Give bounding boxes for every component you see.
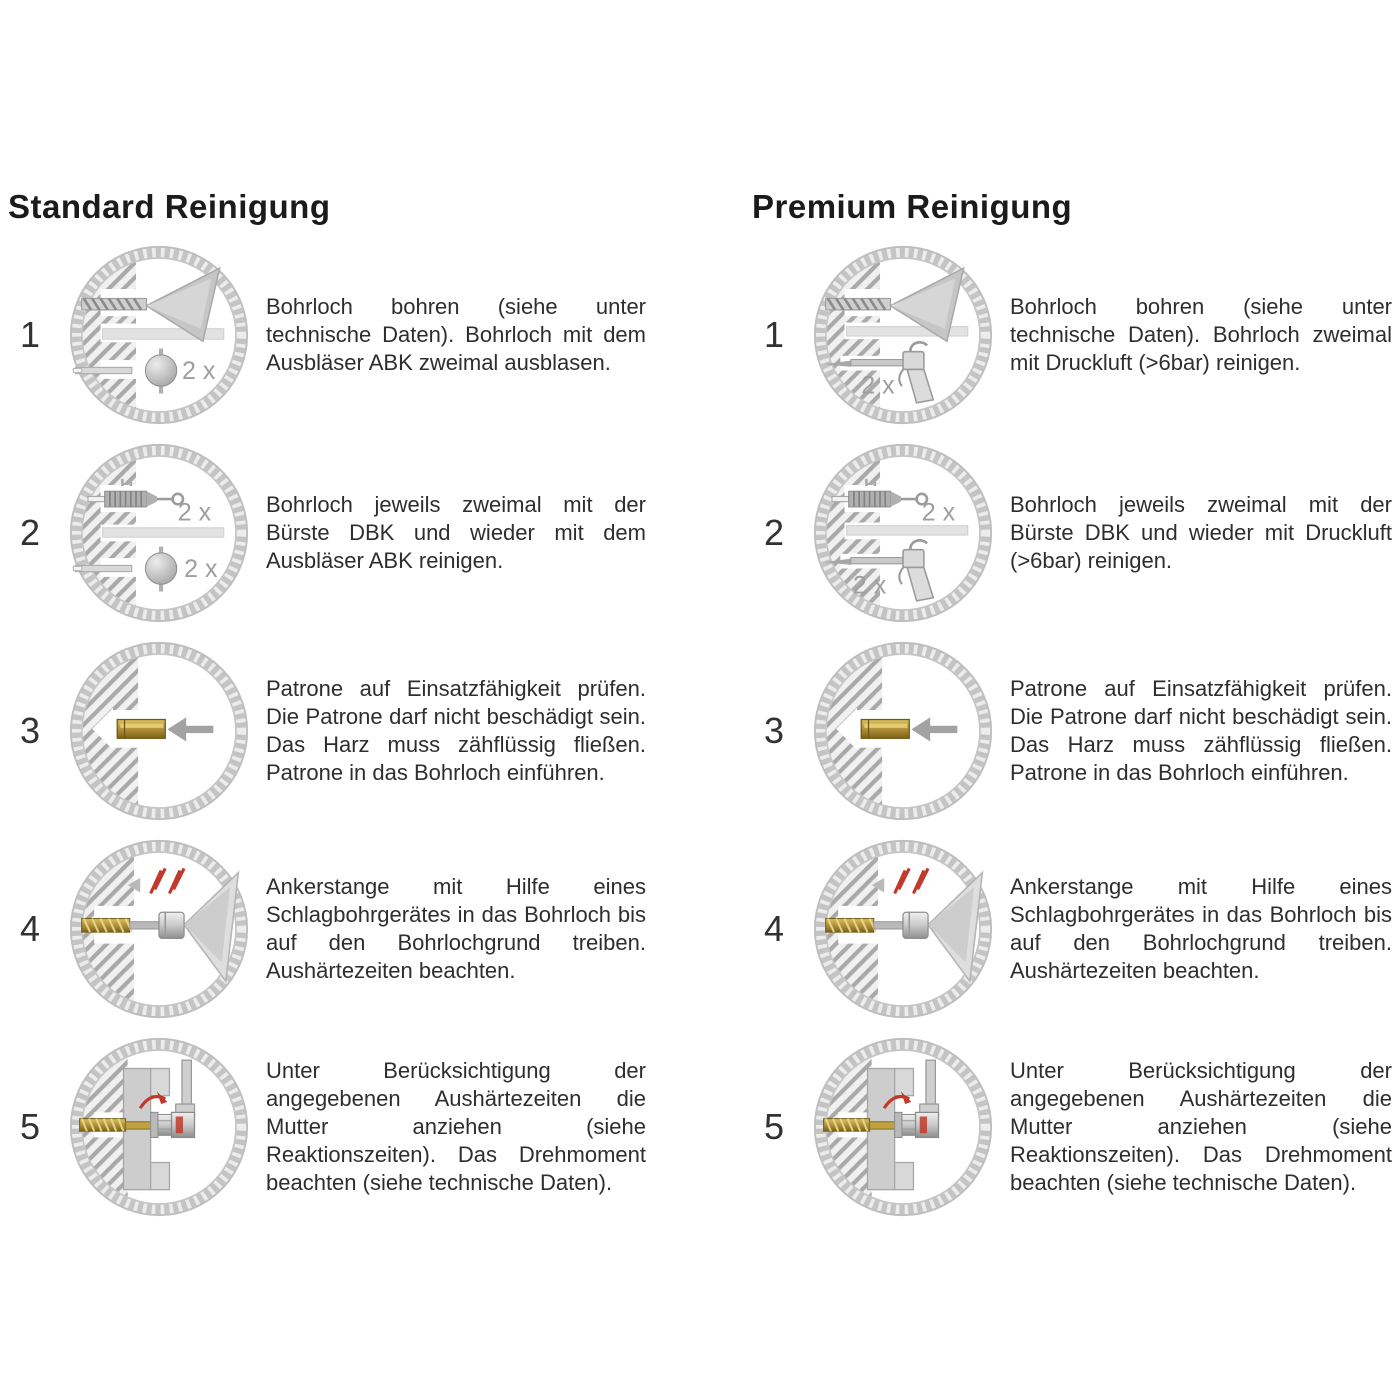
step-illustration <box>52 437 266 629</box>
step-row <box>8 236 650 434</box>
page-title: Standard Reinigung <box>8 188 331 225</box>
drill-chuck-icon <box>159 912 184 938</box>
page-title: Premium Reinigung <box>752 188 1073 225</box>
step-text: Ankerstange mit Hilfe eines Schlagbohrgerätes in das Bohrloch bis auf den Bohrlochgrund treiben. Aushärtezeiten beachten. <box>1010 874 1392 983</box>
step-illustration <box>796 833 1010 1025</box>
step-row <box>8 830 650 1028</box>
nut-icon <box>158 1114 172 1135</box>
step-number: 1 <box>19 314 41 355</box>
step-row <box>8 632 650 830</box>
step-illustration <box>796 1031 1010 1223</box>
drill-bit-icon <box>82 298 147 309</box>
borehole-icon <box>847 526 968 535</box>
repeat-label: 2 x <box>184 554 218 583</box>
cartridge-figure <box>65 637 253 825</box>
tighten-nut-figure <box>65 1033 253 1221</box>
steps <box>752 236 1396 1226</box>
step-text: Unter Berücksichtigung der angegebenen Aushärtezeiten die Mutter anziehen (siehe Reaktionszeiten). Das Drehmoment beachten (siehe technische Daten). <box>266 1058 646 1195</box>
step-illustration <box>52 635 266 827</box>
step-number: 3 <box>19 710 41 751</box>
step-row <box>8 1028 650 1226</box>
step-illustration <box>796 437 1010 629</box>
column-premium <box>752 190 1396 1226</box>
cartridge-figure <box>809 637 997 825</box>
resin-cartridge-icon <box>117 720 165 739</box>
step-illustration <box>52 833 266 1025</box>
tighten-nut-figure <box>809 1033 997 1221</box>
step-number: 3 <box>763 710 785 751</box>
step-illustration <box>796 239 1010 431</box>
step-text: Unter Berücksichtigung der angegebenen Aushärtezeiten die Mutter anziehen (siehe Reaktionszeiten). Das Drehmoment beachten (siehe technische Daten). <box>1010 1058 1392 1195</box>
step-number: 4 <box>763 908 785 949</box>
step-number: 1 <box>763 314 785 355</box>
anchor-rod-figure <box>65 835 253 1023</box>
step-number: 2 <box>19 512 41 553</box>
resin-cartridge-icon <box>861 720 909 739</box>
step-text: Patrone auf Einsatzfähigkeit prüfen. Die Patrone darf nicht beschädigt sein. Das Harz muss zähflüssig fließen. Patrone in das Bohrloch einführen. <box>266 676 646 785</box>
step-text: Ankerstange mit Hilfe eines Schlagbohrgerätes in das Bohrloch bis auf den Bohrlochgrund treiben. Aushärtezeiten beachten. <box>266 874 646 983</box>
step-illustration <box>796 635 1010 827</box>
step-row <box>752 1028 1396 1226</box>
step-row <box>752 632 1396 830</box>
step-illustration <box>52 239 266 431</box>
step-number: 4 <box>19 908 41 949</box>
nut-icon <box>902 1114 916 1135</box>
repeat-label: 2 x <box>861 371 895 400</box>
column-standard <box>8 190 650 1226</box>
step-row <box>752 830 1396 1028</box>
drill-and-blow-pump-figure <box>65 241 253 429</box>
step-number: 5 <box>763 1106 785 1147</box>
step-row <box>752 434 1396 632</box>
drill-and-air-gun-figure <box>809 241 997 429</box>
washer-icon <box>151 1112 158 1137</box>
repeat-label: 2 x <box>177 498 212 527</box>
drill-bit-icon <box>826 298 891 309</box>
brush-and-blow-pump-figure <box>65 439 253 627</box>
step-row <box>752 236 1396 434</box>
step-illustration <box>52 1031 266 1223</box>
repeat-label: 2 x <box>852 571 887 600</box>
anchor-rod-figure <box>809 835 997 1023</box>
step-text: Bohrloch jeweils zweimal mit der Bürste DBK und wieder mit dem Ausbläser ABK reinigen. <box>266 492 646 573</box>
step-text: Bohrloch bohren (siehe unter technische Daten). Bohrloch zweimal mit Druckluft (>6bar) reinigen. <box>1010 294 1392 375</box>
borehole-icon <box>103 528 224 537</box>
steps <box>8 236 650 1226</box>
brush-and-air-gun-figure <box>809 439 997 627</box>
step-number: 5 <box>19 1106 41 1147</box>
drill-chuck-icon <box>903 912 928 938</box>
repeat-label: 2 x <box>921 498 956 527</box>
step-row <box>8 434 650 632</box>
step-text: Bohrloch jeweils zweimal mit der Bürste DBK und wieder mit Druckluft (>6bar) reinigen. <box>1010 492 1392 573</box>
repeat-label: 2 x <box>181 356 216 385</box>
washer-icon <box>895 1112 902 1137</box>
step-number: 2 <box>763 512 785 553</box>
step-text: Bohrloch bohren (siehe unter technische Daten). Bohrloch mit dem Ausbläser ABK zweimal ausblasen. <box>266 294 646 375</box>
step-text: Patrone auf Einsatzfähigkeit prüfen. Die Patrone darf nicht beschädigt sein. Das Harz muss zähflüssig fließen. Patrone in das Bohrloch einführen. <box>1010 676 1392 785</box>
